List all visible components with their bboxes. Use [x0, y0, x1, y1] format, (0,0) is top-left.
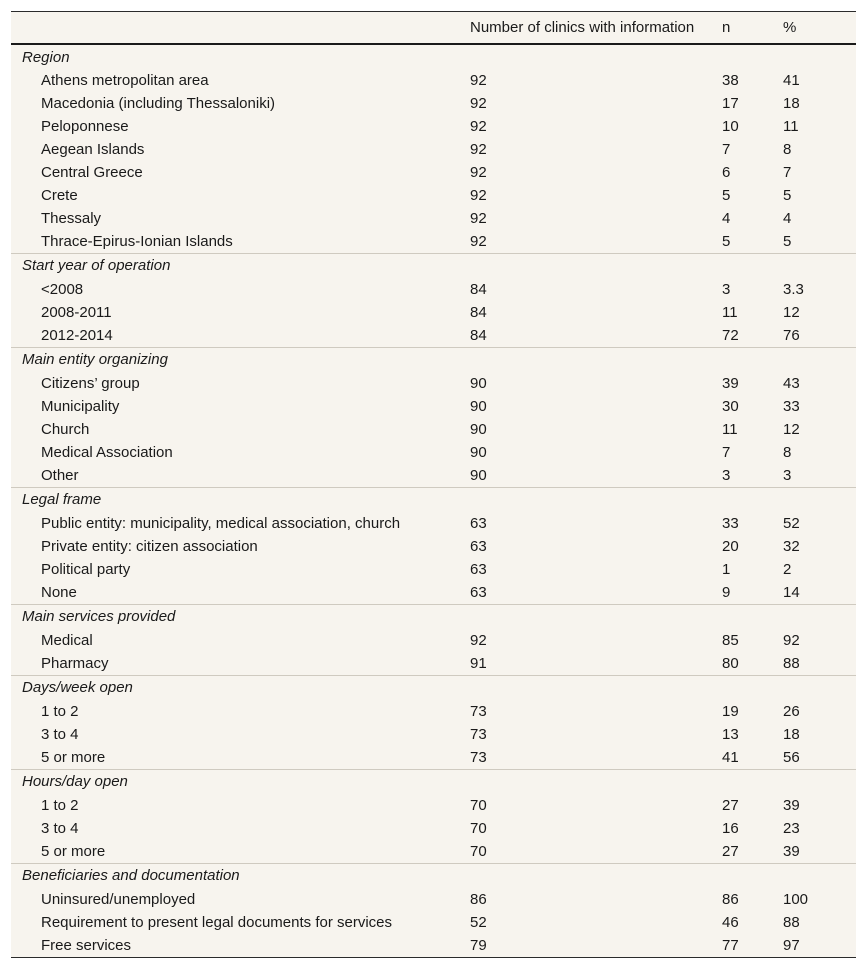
row-pct: 5	[783, 232, 792, 250]
row-n: 20	[722, 538, 739, 555]
row-pct: 32	[783, 538, 800, 555]
row-label: Uninsured/unemployed	[41, 891, 196, 908]
row-n: 17	[722, 95, 739, 112]
row-pct: 4	[783, 210, 792, 227]
row-pct: 26	[783, 703, 800, 720]
row-label: None	[41, 583, 77, 601]
row-n: 46	[722, 914, 739, 931]
table-row	[11, 581, 856, 604]
row-pct: 23	[783, 820, 800, 837]
section-title: Region	[22, 48, 70, 66]
row-clinics-info: 84	[470, 281, 487, 298]
row-clinics-info: 92	[470, 210, 487, 227]
row-clinics-info: 90	[470, 398, 487, 415]
table-row	[11, 535, 856, 558]
row-n: 11	[722, 421, 738, 438]
table-row	[11, 92, 856, 115]
header-label	[11, 12, 459, 44]
row-n: 13	[722, 726, 739, 743]
row-n: 11	[722, 304, 738, 321]
row-n: 16	[722, 820, 739, 837]
row-pct: 5	[783, 187, 792, 204]
row-clinics-info: 90	[470, 466, 487, 484]
table-row	[11, 278, 856, 301]
table-row	[11, 558, 856, 581]
row-clinics-info: 73	[470, 726, 487, 743]
row-n: 10	[722, 118, 739, 135]
table-row	[11, 395, 856, 418]
section-row	[11, 44, 856, 69]
row-n: 19	[722, 703, 739, 720]
table-row	[11, 700, 856, 723]
row-pct: 33	[783, 398, 800, 415]
row-n: 39	[722, 375, 739, 392]
row-label: Pharmacy	[41, 654, 109, 672]
row-pct: 18	[783, 95, 800, 112]
row-clinics-info: 73	[470, 703, 487, 720]
clinics-table-container	[11, 11, 856, 958]
row-n: 5	[722, 232, 731, 250]
row-n: 4	[722, 210, 731, 227]
table-row	[11, 512, 856, 535]
section-row	[11, 769, 856, 794]
row-label: 5 or more	[41, 842, 106, 860]
row-label: Church	[41, 421, 90, 438]
table-row	[11, 138, 856, 161]
section-row	[11, 863, 856, 888]
row-clinics-info: 90	[470, 444, 487, 461]
row-label: Public entity: municipality, medical association, church	[41, 515, 401, 532]
table-row	[11, 464, 856, 487]
section-row	[11, 487, 856, 512]
row-label: 3 to 4	[41, 820, 79, 837]
table-row	[11, 652, 856, 675]
row-label: Political party	[41, 561, 131, 578]
section-title: Days/week open	[11, 675, 856, 700]
row-label: Other	[41, 466, 79, 484]
row-label: Private entity: citizen association	[41, 538, 258, 555]
table-row	[11, 441, 856, 464]
table-row	[11, 372, 856, 395]
row-clinics-info: 70	[470, 820, 487, 837]
row-n: 38	[722, 72, 739, 89]
row-label: 5 or more	[41, 748, 106, 766]
row-label: Citizens’ group	[41, 375, 140, 392]
row-clinics-info: 92	[470, 187, 487, 204]
header-clinics-info: Number of clinics with information	[470, 19, 695, 36]
section-row	[11, 347, 856, 372]
table-row	[11, 934, 856, 957]
row-pct: 3.3	[783, 281, 804, 298]
row-pct: 52	[783, 515, 800, 532]
row-label: Thrace-Epirus-Ionian Islands	[41, 232, 233, 250]
row-n: 6	[722, 164, 731, 181]
row-clinics-info: 84	[470, 326, 487, 344]
section-row	[11, 253, 856, 278]
row-clinics-info: 52	[470, 914, 487, 931]
section-title: Main services provided	[11, 604, 856, 629]
row-n: 7	[722, 141, 731, 158]
row-n: 33	[722, 515, 739, 532]
table-row	[11, 115, 856, 138]
section-row	[11, 604, 856, 629]
row-label: Crete	[41, 187, 78, 204]
row-label: Municipality	[41, 398, 120, 415]
row-pct: 3	[783, 466, 792, 484]
row-pct: 12	[783, 421, 800, 438]
row-n: 85	[722, 632, 739, 649]
table-row	[11, 69, 856, 92]
row-pct: 88	[783, 654, 800, 672]
row-clinics-info: 86	[470, 891, 487, 908]
header-n: n	[722, 19, 731, 36]
row-n: 1	[722, 561, 731, 578]
table-row	[11, 840, 856, 863]
row-n: 86	[722, 891, 739, 908]
row-n: 3	[722, 281, 731, 298]
row-pct: 2	[783, 561, 792, 578]
row-label: Medical Association	[41, 444, 173, 461]
row-clinics-info: 70	[470, 797, 487, 814]
row-pct: 8	[783, 141, 792, 158]
row-n: 77	[722, 937, 739, 954]
row-pct: 14	[783, 583, 800, 601]
row-clinics-info: 63	[470, 583, 487, 601]
row-label: Athens metropolitan area	[41, 72, 209, 89]
row-n: 7	[722, 444, 731, 461]
table-row	[11, 184, 856, 207]
row-clinics-info: 92	[470, 72, 487, 89]
table-header	[11, 12, 856, 44]
table-row	[11, 888, 856, 911]
row-label: Macedonia (including Thessaloniki)	[41, 95, 276, 112]
row-pct: 43	[783, 375, 800, 392]
section-title: Legal frame	[11, 487, 856, 512]
row-label: Central Greece	[41, 164, 143, 181]
row-pct: 11	[783, 118, 799, 135]
row-label: <2008	[41, 281, 84, 298]
table-row	[11, 794, 856, 817]
section-title: Start year of operation	[11, 253, 856, 278]
table-row	[11, 629, 856, 652]
row-label: Peloponnese	[41, 118, 129, 135]
table-body	[11, 44, 856, 957]
row-clinics-info: 90	[470, 421, 487, 438]
row-clinics-info: 91	[470, 654, 487, 672]
row-clinics-info: 63	[470, 538, 487, 555]
row-clinics-info: 63	[470, 515, 487, 532]
section-title: Beneficiaries and documentation	[11, 863, 856, 888]
table-row	[11, 324, 856, 347]
table-row	[11, 301, 856, 324]
section-title: Main entity organizing	[11, 347, 856, 372]
table-row	[11, 723, 856, 746]
table-row	[11, 746, 856, 769]
row-label: 3 to 4	[41, 726, 79, 743]
row-n: 72	[722, 326, 739, 344]
row-label: Medical	[41, 632, 93, 649]
table-row	[11, 230, 856, 253]
row-pct: 41	[783, 72, 800, 89]
row-pct: 100	[783, 891, 809, 908]
row-clinics-info: 79	[470, 937, 487, 954]
row-label: 1 to 2	[41, 703, 79, 720]
row-pct: 39	[783, 797, 800, 814]
row-n: 80	[722, 654, 739, 672]
table-row	[11, 911, 856, 934]
row-clinics-info: 92	[470, 95, 487, 112]
header-row	[11, 12, 856, 44]
row-n: 3	[722, 466, 731, 484]
row-clinics-info: 84	[470, 304, 487, 321]
clinics-table	[11, 12, 856, 957]
row-clinics-info: 92	[470, 118, 487, 135]
row-n: 41	[722, 748, 739, 766]
row-label: Free services	[41, 937, 132, 954]
row-pct: 12	[783, 304, 800, 321]
row-label: 2008-2011	[41, 304, 112, 321]
header-pct: %	[783, 19, 797, 36]
row-n: 27	[722, 797, 739, 814]
table-row	[11, 817, 856, 840]
table-row	[11, 418, 856, 441]
row-n: 5	[722, 187, 731, 204]
row-n: 9	[722, 583, 731, 601]
row-pct: 7	[783, 164, 792, 181]
row-clinics-info: 90	[470, 375, 487, 392]
row-pct: 39	[783, 842, 800, 860]
section-title: Hours/day open	[11, 769, 856, 794]
row-label: Thessaly	[41, 210, 102, 227]
row-clinics-info: 92	[470, 141, 487, 158]
row-n: 27	[722, 842, 739, 860]
row-label: Requirement to present legal documents for services	[41, 914, 393, 931]
section-row	[11, 675, 856, 700]
row-clinics-info: 92	[470, 164, 487, 181]
row-clinics-info: 92	[470, 632, 487, 649]
table-row	[11, 161, 856, 184]
row-clinics-info: 73	[470, 748, 487, 766]
row-n: 30	[722, 398, 739, 415]
table-row	[11, 207, 856, 230]
row-pct: 97	[783, 937, 800, 954]
row-pct: 76	[783, 326, 800, 344]
row-pct: 56	[783, 748, 800, 766]
row-pct: 88	[783, 914, 800, 931]
row-clinics-info: 70	[470, 842, 487, 860]
row-pct: 92	[783, 632, 800, 649]
row-clinics-info: 92	[470, 232, 487, 250]
row-clinics-info: 63	[470, 561, 487, 578]
row-label: 1 to 2	[41, 797, 79, 814]
row-pct: 8	[783, 444, 792, 461]
row-label: Aegean Islands	[41, 141, 145, 158]
row-label: 2012-2014	[41, 326, 113, 344]
row-pct: 18	[783, 726, 800, 743]
